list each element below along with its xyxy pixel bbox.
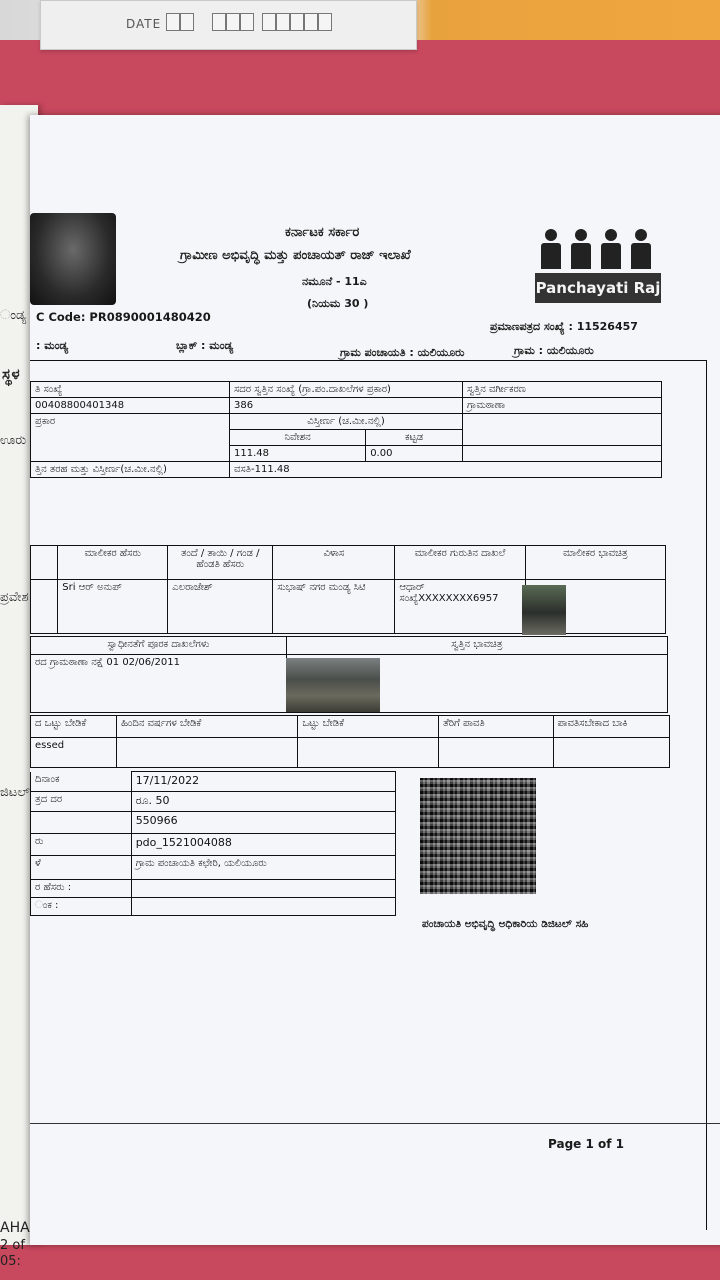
label-cell: ದಿನಾಂಕ: [31, 772, 132, 792]
value-cell: 111.48: [230, 446, 366, 462]
header-cell: ಪ್ರಕಾರ: [31, 414, 230, 462]
header-cell: ಸ್ವತ್ತಿನ ಭಾವಚಿತ್ರ: [286, 637, 667, 655]
left-page-text: 05:: [0, 1254, 21, 1269]
header-cell: ಮಾಲೀಕರ ಹೆಸರು: [58, 546, 168, 580]
value-cell: pdo_1521004088: [131, 834, 395, 856]
header-cell: ಹಿಂದಿನ ವರ್ಷಗಳ ಬೇಡಿಕೆ: [117, 716, 298, 738]
label-cell: ತ್ರದ ದರ: [31, 792, 132, 812]
signature-caption: ಪಂಚಾಯತಿ ಅಭಿವೃದ್ಧಿ ಅಧಿಕಾರಿಯ ಡಿಜಿಟಲ್ ಸಹಿ: [422, 918, 589, 930]
panchayat-code: C Code: PR0890001480420: [36, 310, 211, 324]
empty-cell: [131, 898, 395, 916]
value-cell: ಸುಭಾಷ್ ನಗರ ಮಂಡ್ಯ ಸಿಟಿ: [273, 580, 395, 634]
owner-photo: [522, 585, 566, 635]
header-cell: ತೆರಿಗೆ ಪಾವತಿ: [439, 716, 553, 738]
value-cell: 550966: [131, 812, 395, 834]
header-cell: ವಿಸ್ತೀರ್ಣ (ಚ.ಮೀ.ನಲ್ಲಿ): [230, 414, 463, 430]
issue-table: [30, 771, 396, 916]
value-cell: Sri ಆರ್ ಅನುಪ್: [58, 580, 168, 634]
empty-cell: [131, 880, 395, 898]
header-cell: ಪಾವತಿಸಬೇಕಾದ ಬಾಕಿ: [553, 716, 670, 738]
frame-line: [30, 360, 706, 361]
value-cell: ಗ್ರಾಮ ಪಂಚಾಯತಿ ಕಛೇರಿ, ಯಲಿಯೂರು: [131, 856, 395, 880]
header-cell: ವಿಳಾಸ: [273, 546, 395, 580]
logo-text: Panchayati Raj: [535, 273, 661, 303]
date-box: [212, 13, 226, 31]
empty-cell: [117, 738, 298, 768]
dept-title: ಗ್ರಾಮೀಣ ಅಭಿವೃದ್ಧಿ ಮತ್ತು ಪಂಚಾಯತ್ ರಾಜ್ ಇಲಾಖೆ: [180, 248, 411, 263]
left-page-text: ಂಡ್ಯ: [0, 308, 27, 323]
date-label: DATE: [126, 17, 162, 31]
value-cell: ಎಲರಾಜೇಶ್: [168, 580, 273, 634]
empty-cell: [463, 414, 662, 446]
value-cell: [395, 580, 525, 634]
rule-number: (ನಿಯಮ 30 ): [307, 297, 369, 310]
label-cell: ರು: [31, 834, 132, 856]
village: ಗ್ರಾಮ : ಯಲಿಯೂರು: [514, 344, 594, 357]
taluk: ಬ್ಲಾಕ್ : ಮಂಡ್ಯ: [176, 339, 234, 352]
form-number: ನಮೂನೆ - 11ಎ: [302, 275, 367, 288]
left-page-text: AHA: [0, 1220, 30, 1236]
empty-cell: [463, 446, 662, 462]
karnataka-emblem-icon: [30, 213, 116, 305]
date-box: [262, 13, 276, 31]
value-cell: 00408800401348: [31, 398, 230, 414]
header-cell: ತಂದೆ / ತಾಯಿ / ಗಂಡ / ಹೆಂಡತಿ ಹೆಸರು: [168, 546, 273, 580]
label-cell: ರ ಹೆಸರು :: [31, 880, 132, 898]
qr-code: [420, 778, 536, 894]
header-cell: ದ ಒಟ್ಟು ಬೇಡಿಕೆ: [31, 716, 117, 738]
page-number: Page 1 of 1: [548, 1137, 624, 1151]
left-page-text: ಜಿಟಲ್: [0, 785, 30, 800]
header-cell: ತ್ತಿನ ತರಹ ಮತ್ತು ವಿಸ್ತೀರ್ಣ(ಚ.ಮೀ.ನಲ್ಲಿ): [31, 462, 230, 478]
header-cell: ಸ್ವಾಧೀನತೆಗೆ ಪೂರಕ ದಾಖಲೆಗಳು: [31, 637, 287, 655]
value-cell: ರೂ. 50: [131, 792, 395, 812]
date-box: [318, 13, 332, 31]
gram-panchayat: ಗ್ರಾಮ ಪಂಚಾಯತಿ : ಯಲಿಯೂರು: [340, 346, 465, 359]
empty-cell: [439, 738, 553, 768]
header-cell: ಮಾಲೀಕರ ಭಾವಚಿತ್ರ: [525, 546, 665, 580]
property-photo: [286, 658, 380, 712]
header-cell: ಸದರ ಸ್ವತ್ತಿನ ಸಂಖ್ಯೆ (ಗ್ರಾ.ಪಂ.ದಾಖಲೆಗಳ ಪ್ರಕಾರ): [230, 382, 463, 398]
frame-line: [706, 360, 707, 1230]
date-box: [226, 13, 240, 31]
value-cell: 386: [230, 398, 463, 414]
footer-rule: [30, 1123, 720, 1124]
empty-cell: [31, 812, 132, 834]
left-page-text: 2 of: [0, 1238, 25, 1253]
left-page-text: ಊರು: [0, 433, 27, 448]
header-cell: ಒಟ್ಟು ಬೇಡಿಕೆ: [298, 716, 439, 738]
id-number: ಸಂಖ್ಯೆXXXXXXXX6957: [399, 593, 499, 604]
value-cell: ವಸತಿ-111.48: [230, 462, 662, 478]
left-page-text: ಪ್ರವೇಶ: [0, 590, 29, 605]
value-cell: 17/11/2022: [131, 772, 395, 792]
date-box: [240, 13, 254, 31]
tax-table: [30, 715, 670, 768]
empty-cell: [553, 738, 670, 768]
date-box: [166, 13, 180, 31]
district: : ಮಂಡ್ಯ: [36, 339, 69, 352]
value-cell: ರದ ಗ್ರಾಮಠಾಣಾ ನಕ್ಷೆ 01 02/06/2011: [31, 655, 287, 713]
header-cell: ಮಾಲೀಕರ ಗುರುತಿನ ದಾಖಲೆ: [395, 546, 525, 580]
owner-table: [30, 545, 666, 634]
document-page: [30, 115, 720, 1245]
date-card: [40, 0, 417, 50]
header-cell: ನಿವೇಶನ: [230, 430, 366, 446]
value-cell: 0.00: [366, 446, 463, 462]
date-box: [276, 13, 290, 31]
empty-cell: [31, 580, 58, 634]
header-cell: ಕಟ್ಟಡ: [366, 430, 463, 446]
property-table: [30, 381, 662, 478]
gov-title: ಕರ್ನಾಟಕ ಸರ್ಕಾರ: [285, 225, 360, 240]
label-cell: ಂಕ :: [31, 898, 132, 916]
header-cell: ತಿ ಸಂಖ್ಯೆ: [31, 382, 230, 398]
date-box: [290, 13, 304, 31]
header-cell: ಸ್ವತ್ತಿನ ವರ್ಗೀಕರಣ: [463, 382, 662, 398]
value-cell: ಗ್ರಾಮಠಾಣಾ: [463, 398, 662, 414]
date-box: [304, 13, 318, 31]
empty-cell: [298, 738, 439, 768]
label-cell: ಳೆ: [31, 856, 132, 880]
value-cell: essed: [31, 738, 117, 768]
certificate-number: ಪ್ರಮಾಣಪತ್ರದ ಸಂಖ್ಯೆ : 11526457: [490, 320, 638, 333]
empty-cell: [31, 546, 58, 580]
panchayati-raj-logo: [535, 225, 661, 305]
id-type: ಆಧಾರ್: [399, 582, 425, 593]
date-box: [180, 13, 194, 31]
left-page-text: ಸ್ಥಳ: [2, 365, 20, 383]
